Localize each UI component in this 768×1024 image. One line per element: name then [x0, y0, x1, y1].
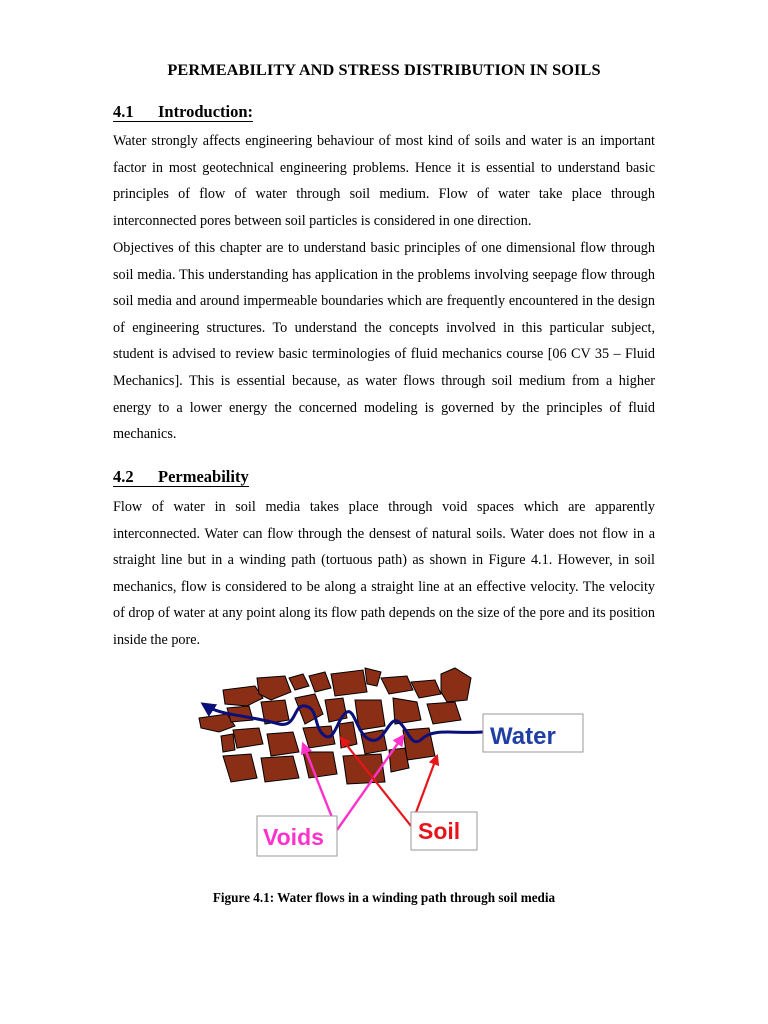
soil-particles	[199, 668, 471, 784]
soil-particle	[221, 734, 235, 752]
soil-particle	[339, 722, 357, 748]
soil-particle	[325, 698, 347, 722]
figure-illustration	[185, 664, 605, 864]
section-title: Permeability	[158, 467, 249, 486]
water-label: Water	[490, 723, 556, 750]
paragraph-intro-2: Objectives of this chapter are to understand basic principles of one dimensional flow through soil media. This understanding has application in the problems involving seepage flow through soil media and around impermeable boundaries which are frequently encountered in the design of engineering structures. To understand the concepts involved in this particular subject, student is advised to review basic terminologies of fluid mechanics course [06 CV 35 – Fluid Mechanics]. This is essential because, as water flows through soil medium from a higher energy to a lower energy the concerned modeling is governed by the principles of fluid mechanics.	[113, 240, 655, 443]
soil-particle	[289, 674, 309, 690]
section-heading-permeability	[113, 468, 249, 487]
soil-particle	[427, 702, 461, 724]
soil-particle	[223, 686, 263, 706]
soil-particle	[411, 680, 441, 698]
soil-particle	[233, 728, 263, 748]
soil-particle	[223, 754, 257, 782]
voids-label: Voids	[263, 824, 324, 850]
soil-particle	[365, 668, 381, 686]
figure-caption: Figure 4.1: Water flows in a winding path through soil media	[212, 890, 556, 905]
soil-particle	[331, 670, 367, 696]
document-title: PERMEABILITY AND STRESS DISTRIBUTION IN SOILS	[167, 60, 601, 79]
soil-label: Soil	[418, 818, 461, 844]
paragraph-permeability: Flow of water in soil media takes place through void spaces which are apparently interconnected. Water can flow through the densest of natural soils. Water does not flow in a straight line but in a winding path (tortuous path) as shown in Figure 4.1. However, in soil mechanics, flow is considered to be along a straight line at an effective velocity. The velocity of drop of water at any point along its flow path depends on the size of the pore and its position inside the pore.	[113, 499, 655, 648]
soil-particle	[267, 732, 299, 756]
section-number: 4.2	[113, 467, 134, 486]
soil-particle	[309, 672, 331, 692]
soil-particle	[441, 668, 471, 702]
soil-particle	[261, 756, 299, 782]
section-heading-introduction	[113, 103, 253, 122]
soil-particle	[381, 676, 413, 694]
section-title: Introduction:	[158, 102, 254, 121]
section-number: 4.1	[113, 102, 134, 121]
paragraph-intro-1: Water strongly affects engineering behaviour of most kind of soils and water is an important factor in most geotechnical engineering problems. Hence it is essential to understand basic principles of flow of water through soil medium. Flow of water take place through interconnected pores between soil particles is considered in one direction.	[113, 133, 655, 229]
figure-soil-water-flow	[185, 664, 605, 864]
